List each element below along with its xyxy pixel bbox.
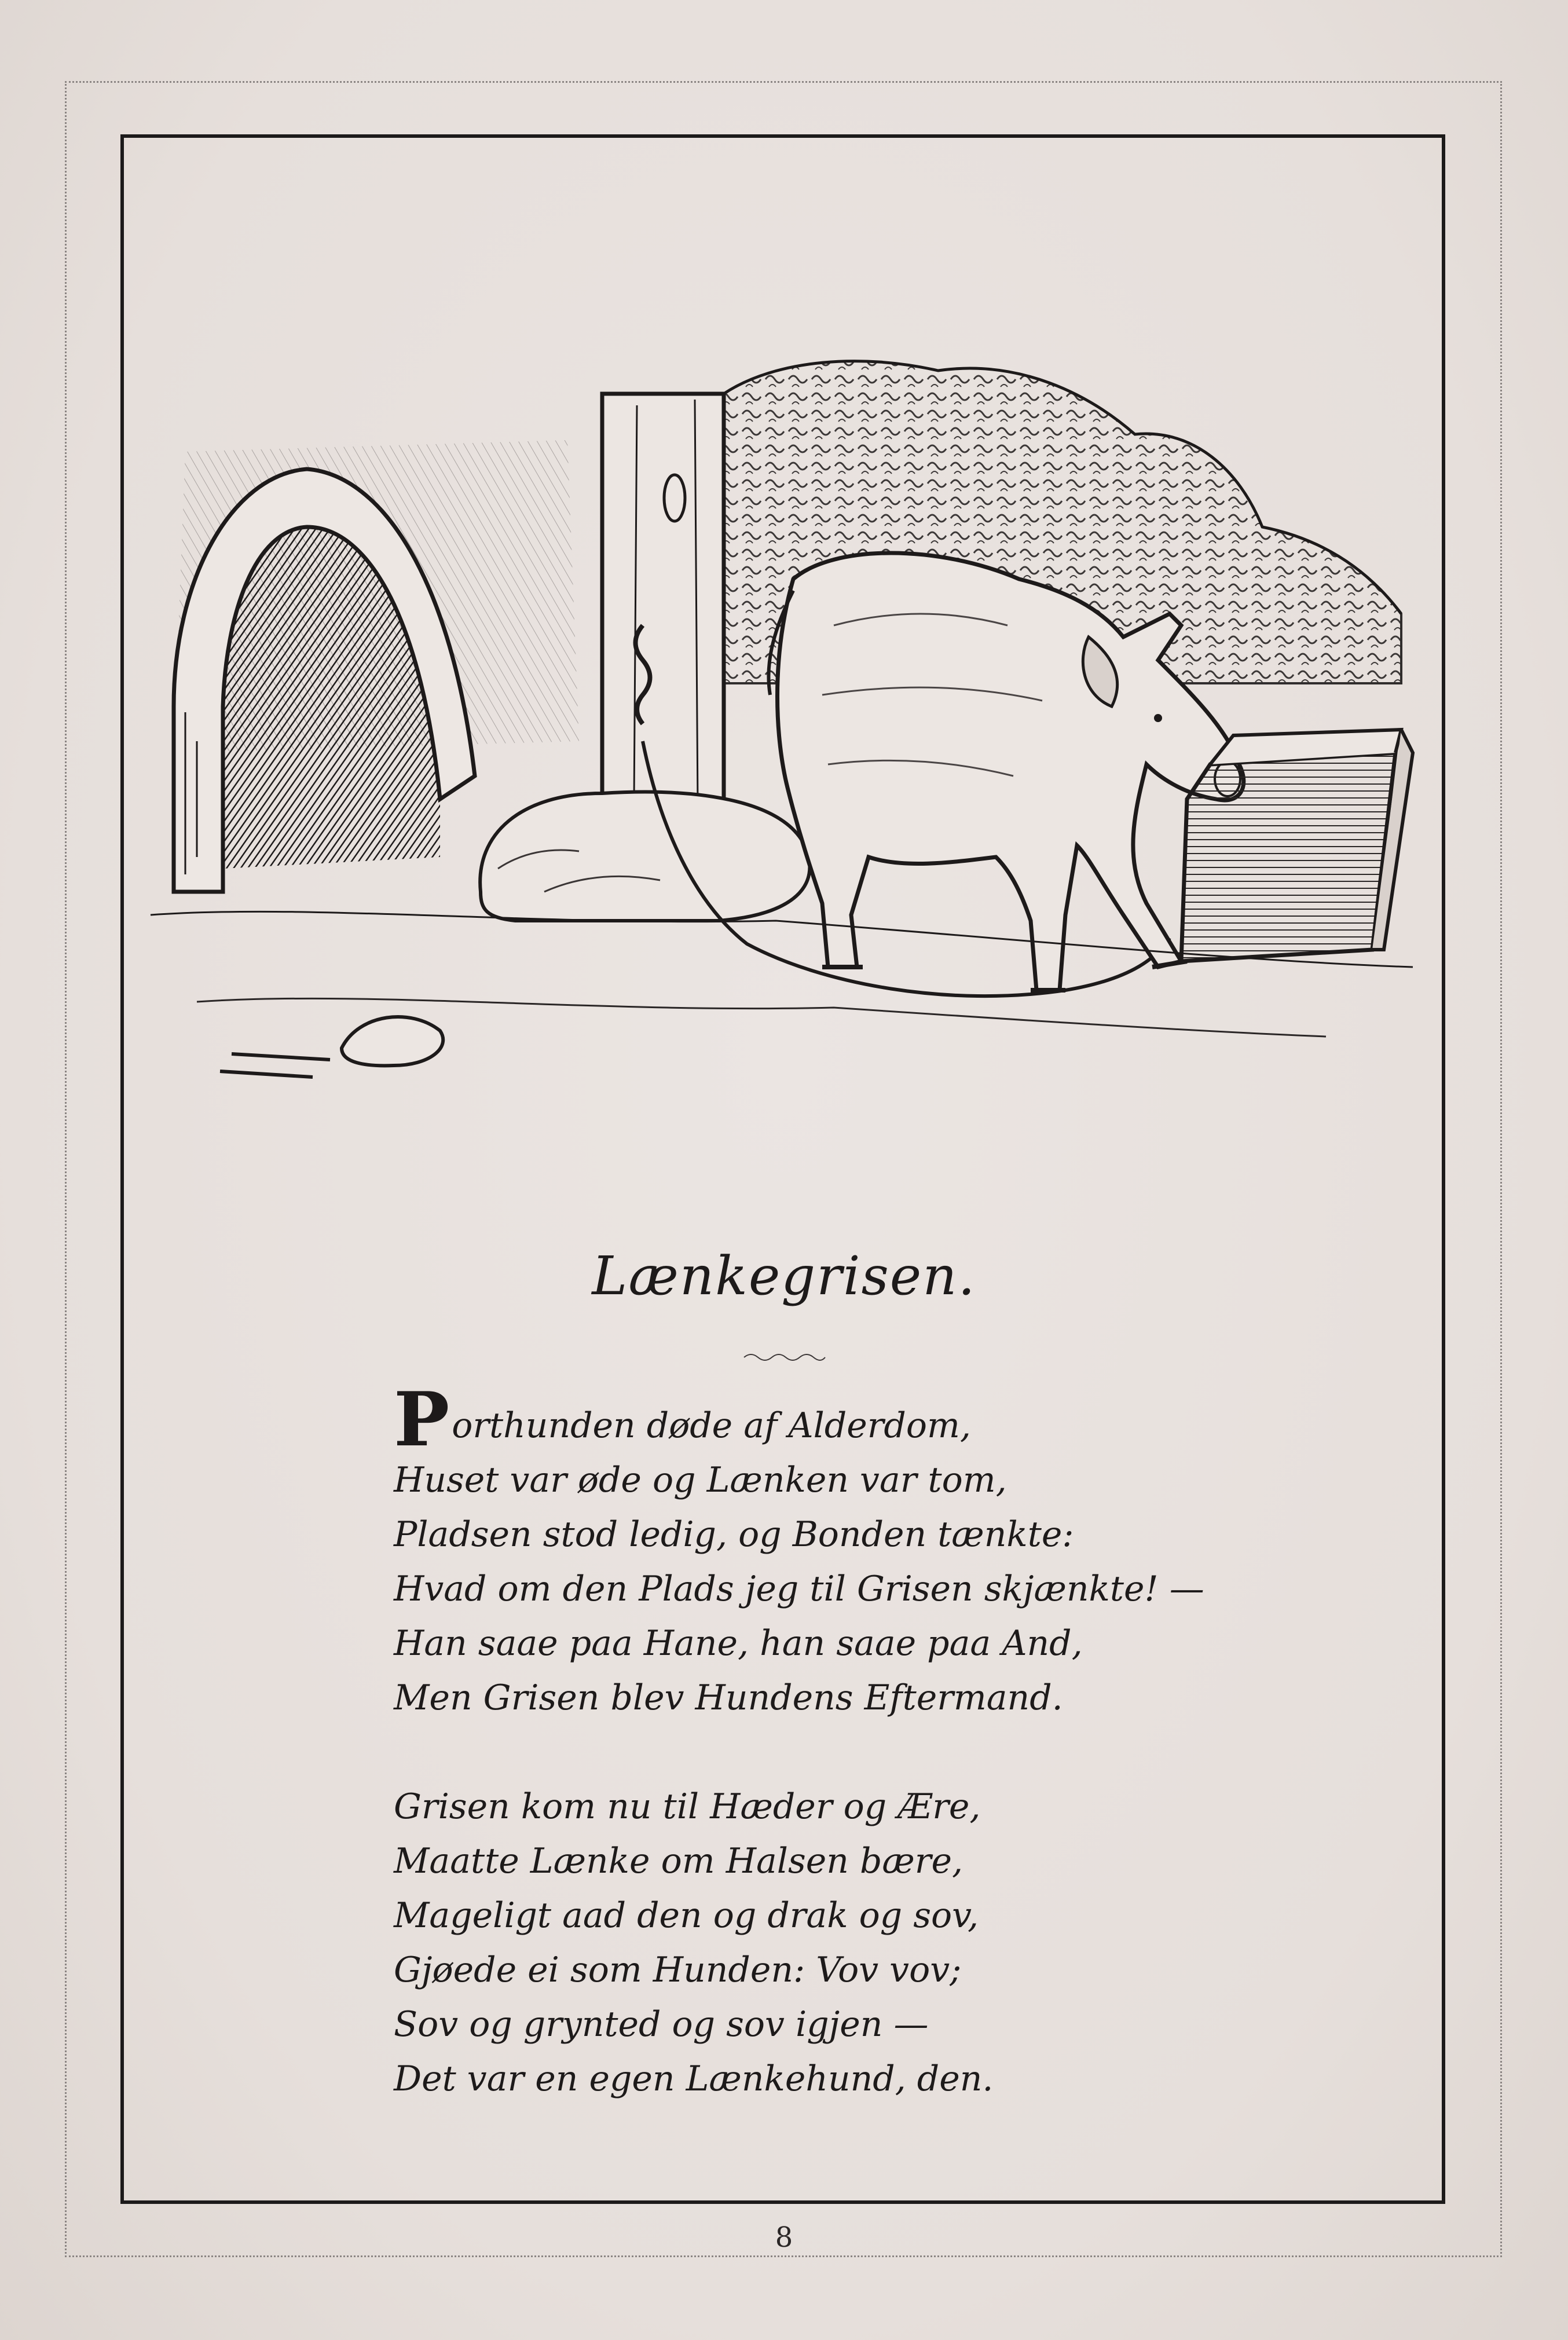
poem-body [394, 1376, 1320, 2160]
poem-line: Maatte Lænke om Halsen bære, [394, 1841, 963, 1881]
poem-line: Hvad om den Plads jeg til Grisen skjænkte! — [394, 1569, 1204, 1609]
first-line-text: orthunden døde af Alderdom, [452, 1405, 971, 1446]
stanza-1 [394, 1376, 1320, 1725]
wooden-post [602, 394, 724, 811]
poem-line: Grisen kom nu til Hæder og Ære, [394, 1786, 981, 1827]
stone [480, 792, 809, 921]
poem-line: Huset var øde og Lænken var tom, [394, 1460, 1007, 1500]
pig-engraving-illustration [139, 336, 1430, 1112]
poem-line [394, 1376, 1320, 1463]
title-ornament [741, 1350, 828, 1364]
poem-line: Det var en egen Lænkehund, den. [394, 2059, 994, 2099]
feeding-trough [1181, 730, 1413, 961]
poem-line: Pladsen stod ledig, og Bonden tænkte: [394, 1514, 1074, 1555]
poem-title: Lænkegrisen. [592, 1245, 976, 1307]
poem-line: Gjøede ei som Hunden: Vov vov; [394, 1950, 962, 1990]
drop-cap-initial: P [394, 1376, 450, 1463]
pig [768, 553, 1243, 990]
poem-line: Han saae paa Hane, han saae paa And, [394, 1623, 1083, 1664]
stanza-2 [394, 1779, 1320, 2106]
poem-line: Mageligt aad den og drak og sov, [394, 1895, 979, 1936]
poem-line: Sov og grynted og sov igjen — [394, 2004, 929, 2045]
poem-line: Men Grisen blev Hundens Eftermand. [394, 1678, 1063, 1718]
page-number: 8 [775, 2221, 793, 2254]
